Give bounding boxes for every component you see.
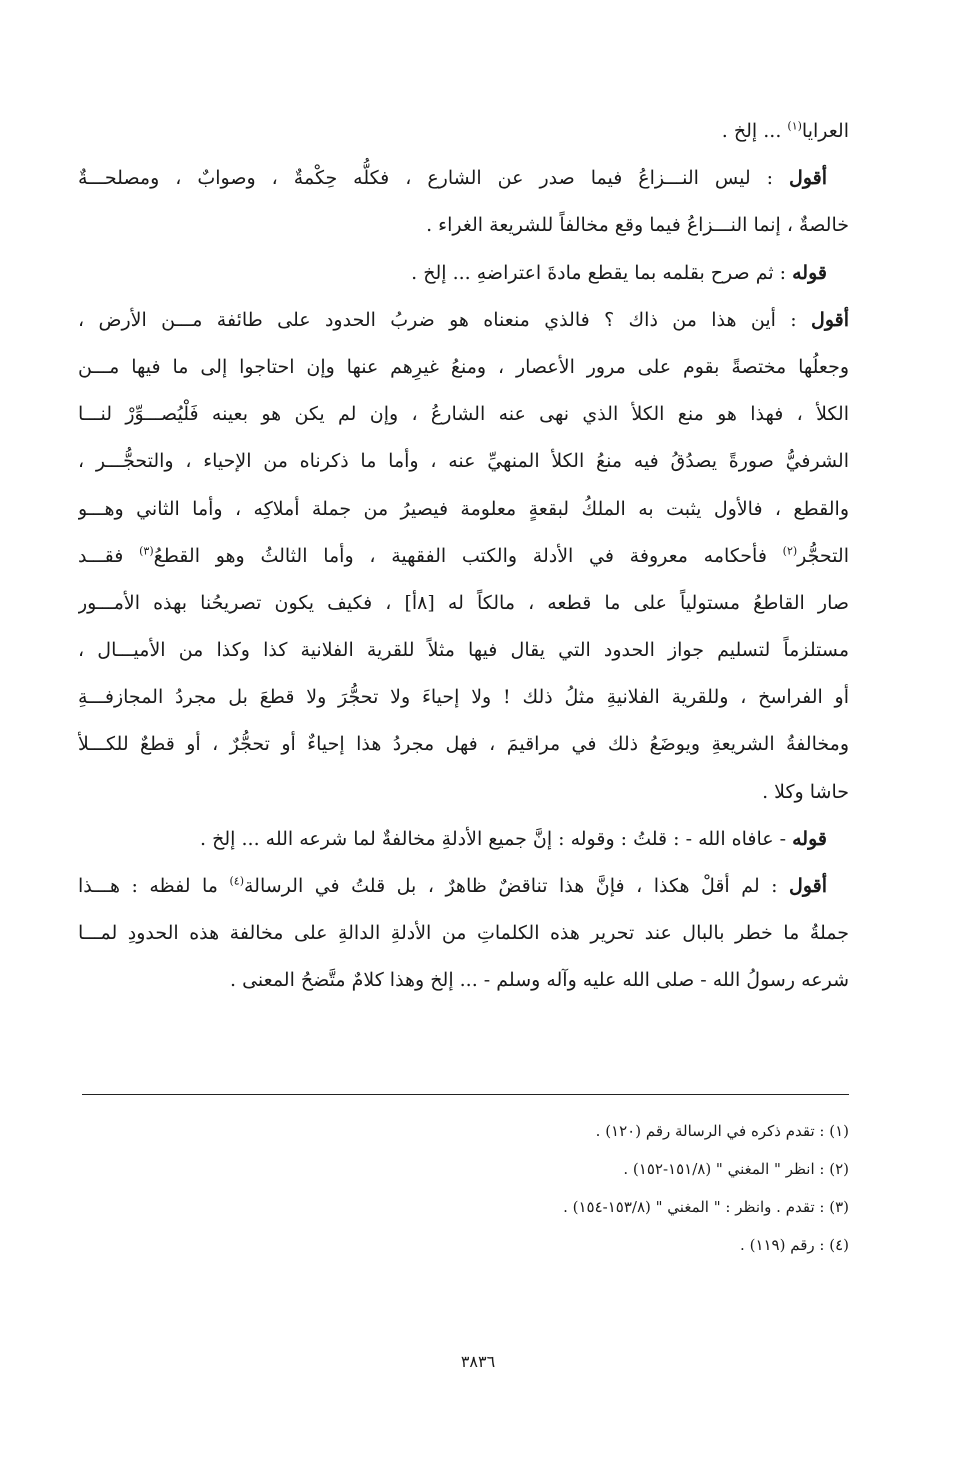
text-line <box>78 957 849 1004</box>
text-run: والقطع ، فالأول يثبت به الملكُ لبقعةٍ معلومة فيصيرُ من جملة أملاكِه ، وأما الثاني وهـــو <box>78 497 849 520</box>
text-run: فقـــد <box>78 544 140 567</box>
text-run: وجعلُها مختصةً بقوم على مرور الأعصار ، ومنعُ غيرِهم عنها وإن احتاجوا إلى ما فيها مـــن <box>78 355 849 378</box>
text-run: ما لفظه : هـــذا <box>78 875 230 897</box>
keyword-aqul: أقول <box>811 308 849 331</box>
keyword-qawluhu: قوله <box>792 261 827 284</box>
text-line <box>78 155 849 202</box>
text-run: : ثم صرح بقلمه بما يقطع مادةَ اعتراضهِ ... إلخ . <box>411 261 793 284</box>
text-line <box>78 438 849 485</box>
text-line <box>78 250 849 297</box>
footnote-ref-1: (١) <box>787 119 802 133</box>
footnote-ref-2: (٢) <box>782 544 798 558</box>
footnote-separator <box>82 1094 849 1095</box>
text-line <box>78 863 849 910</box>
footnote-3: (٣) : تقدم . وانظر : " المغني " (١٥٣/٨-١٥٤) . <box>563 1198 849 1216</box>
text-line <box>78 108 849 155</box>
text-line <box>78 344 849 391</box>
text-line <box>78 486 849 533</box>
text-run: مستلزماً لتسليم جواز الحدود التي يقال فيها مثلاً للقرية الفلانية كذا وكذا من الأميـــال ، <box>78 639 849 662</box>
text-run: جملةُ ما خطر بالبال عند تحرير هذه الكلماتِ من الأدلةِ الدالةِ على مخالفة هذه الحدودِ لمـــا <box>78 922 849 945</box>
text-run: الشرفيُّ صورةً يصدُقُ فيه منعُ الكلأ المنهيِّ عنه ، وأما ما ذكرناه من الإحياء ، والتحجُّـــر ، <box>78 450 849 473</box>
text-line <box>78 297 849 344</box>
text-line <box>78 674 849 721</box>
text-line <box>78 533 849 580</box>
text-run: التحجُّر <box>797 544 849 567</box>
body-text <box>78 108 849 1005</box>
text-run: ومخالفةُ الشريعةِ ويوضَعُ ذلك في مراقيمَ ، فهل مجردُ هذا إحياءٌ أو تحجُّرٌ ، أو قطعٌ للكـــلأ <box>78 733 849 756</box>
text-run: شرعه رسولُ الله - صلى الله عليه وآله وسلم - ... إلخ وهذا كلامٌ متَّضحُ المعنى . <box>230 969 849 992</box>
text-run: العرايا <box>801 120 849 142</box>
text-run: خالصةٌ ، إنما النـــزاعُ فيما وقع مخالفاً للشريعة الغراء . <box>426 214 849 237</box>
text-run: الكلأ ، فهذا هو منع الكلأ الذي نهى عنه الشارعُ ، وإن لم يكن هو بعينه فَلْيُصـــوِّرْ لنـــا <box>78 403 849 426</box>
page-number: ٣٨٣٦ <box>460 1352 496 1371</box>
text-line <box>78 769 849 816</box>
footnote-1: (١) : تقدم ذكره في الرسالة رقم (١٢٠) . <box>595 1122 849 1140</box>
text-run: حاشا وكلا . <box>762 780 849 803</box>
footnote-2: (٢) : انظر " المغني " (١٥١/٨-١٥٢) . <box>623 1160 849 1178</box>
text-line <box>78 391 849 438</box>
footnote-4: (٤) : رقم (١١٩) . <box>740 1236 849 1254</box>
text-line <box>78 910 849 957</box>
text-run: : ليس النـــزاعُ فيما صدر عن الشارع ، فكلُّه حِكْمةٌ ، وصوابٌ ، ومصلحـــةٌ <box>78 167 790 190</box>
footnote-ref-3: (٣) <box>139 544 154 558</box>
keyword-qawluhu: قوله <box>792 827 827 850</box>
keyword-aqul: أقول <box>789 167 827 190</box>
text-run: - عافاه الله - : قلتُ : وقوله : إنَّ جميع الأدلةِ مخالفةٌ لما شرعه الله ... إلخ . <box>200 827 793 850</box>
text-run: : أين هذا من ذاك ؟ فالذي منعناه هو ضربُ الحدود على طائفة مـــن الأرض ، <box>78 308 812 331</box>
keyword-aqul: أقول <box>789 875 828 897</box>
text-line <box>78 202 849 249</box>
text-run: ... إلخ . <box>721 120 788 142</box>
footnote-ref-4: (٤) <box>229 874 244 888</box>
text-run: فأحكامه معروفة في الأدلة والكتب الفقهية ، وأما الثالثُ وهو القطعُ <box>153 544 783 567</box>
text-line <box>78 580 849 627</box>
text-run: أو الفراسخ ، وللقرية الفلانيةِ مثلُ ذلك ! ولا إحياءَ ولا تحجُّرَ ولا قطعَ بل مجردُ المجازفـــةِ <box>78 686 849 709</box>
text-line <box>78 627 849 674</box>
text-line <box>78 721 849 768</box>
footnotes <box>78 1112 849 1264</box>
text-run: صار القاطعُ مستولياً على ما قطعه ، مالكاً له [٨أ] ، فكيف يكون تصريحُنا بهذه الأمـــور <box>78 591 849 614</box>
text-line <box>78 816 849 863</box>
text-run: : لم أقلْ هكذا ، فإنَّ هذا تناقضٌ ظاهرٌ ، بل قلتُ في الرسالة <box>244 875 790 897</box>
